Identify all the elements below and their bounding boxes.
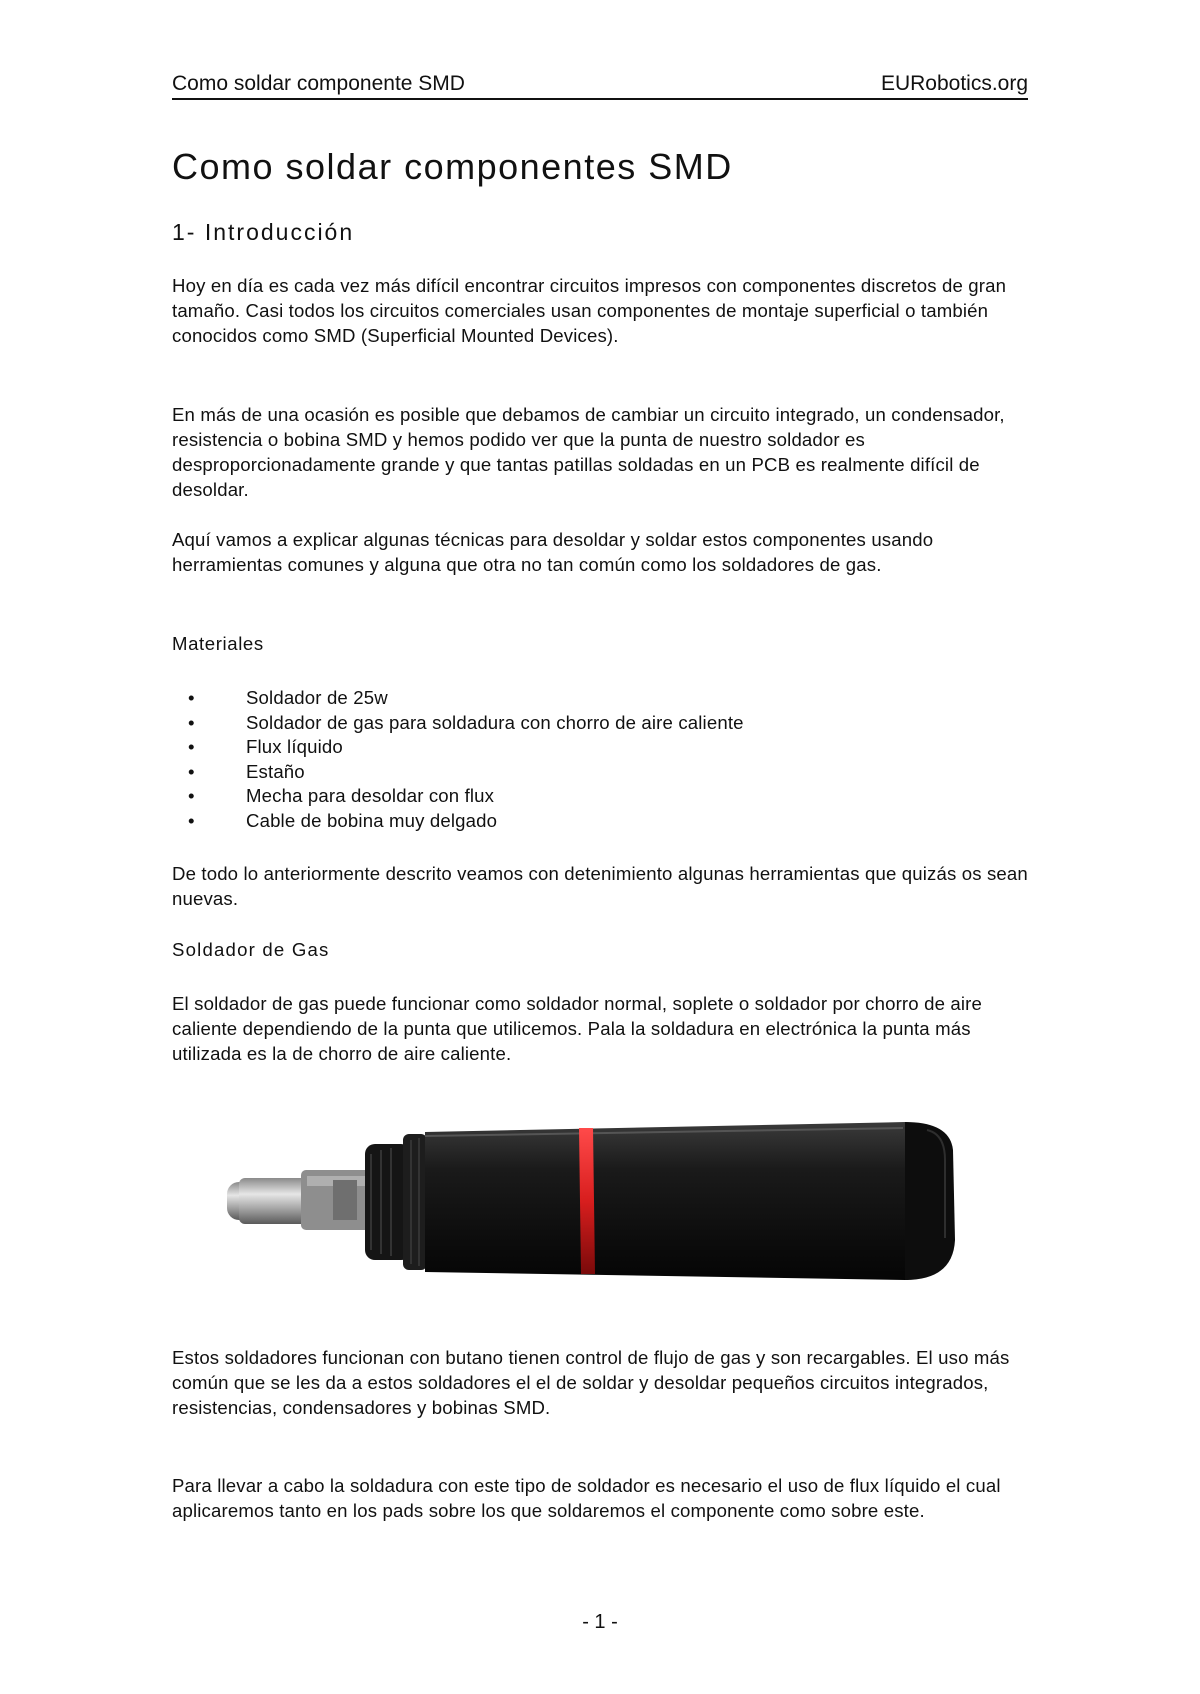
bullet-icon: • xyxy=(188,711,195,733)
list-item-text: Soldador de gas para soldadura con chorro de aire caliente xyxy=(246,711,744,733)
intro-paragraph-3: Aquí vamos a explicar algunas técnicas para desoldar y soldar estos componentes usando herramientas comunes y alguna que otra no tan común como los soldadores de gas. xyxy=(172,529,934,575)
list-item-text: Mecha para desoldar con flux xyxy=(246,785,495,806)
intro-paragraph-1: Hoy en día es cada vez más difícil encontrar circuitos impresos con componentes discretos de gran tamaño. Casi todos los circuitos comerciales usan componentes de montaje superficial o también conocidos como SMD (Superficial Mounted Devices). xyxy=(172,275,1007,346)
section-heading-introduction: 1- Introducción xyxy=(172,219,355,245)
page-number: - 1 - xyxy=(582,1611,618,1633)
intro-paragraph-2: En más de una ocasión es posible que debamos de cambiar un circuito integrado, un condensador, resistencia o bobina SMD y hemos podido ver que la punta de nuestro soldador es desproporcionadamente grande y que tantas patillas soldadas en un PCB es realmente difícil de desoldar. xyxy=(172,404,1005,500)
list-item-text: Soldador de 25w xyxy=(246,687,388,708)
gas-paragraph-1: El soldador de gas puede funcionar como soldador normal, soplete o soldador por chorro de aire caliente dependiendo de la punta que utilicemos. Pala la soldadura en electrónica la punta más utilizada es la de chorro de aire caliente. xyxy=(172,993,982,1064)
list-item xyxy=(172,809,744,834)
bullet-icon: • xyxy=(188,809,195,831)
red-band-icon xyxy=(579,1128,595,1274)
bullet-icon: • xyxy=(188,736,195,757)
bullet-icon: • xyxy=(188,785,195,806)
gas-paragraph-2: Estos soldadores funcionan con butano tienen control de flujo de gas y son recargables. El uso más común que se les da a estos soldadores el el de soldar y desoldar pequeños circuitos integrados, resistencias, condensadores y bobinas SMD. xyxy=(172,1347,1010,1418)
list-item xyxy=(172,784,744,809)
list-item xyxy=(172,760,744,785)
list-item xyxy=(172,711,744,736)
gas-soldering-heading: Soldador de Gas xyxy=(172,939,330,960)
bullet-icon: • xyxy=(188,687,195,708)
after-list-paragraph: De todo lo anteriormente descrito veamos con detenimiento algunas herramientas que quizás os sean nuevas. xyxy=(172,863,1028,909)
bullet-icon: • xyxy=(188,760,195,782)
list-item-text: Cable de bobina muy delgado xyxy=(246,809,498,831)
materials-heading: Materiales xyxy=(172,633,264,654)
document-title: Como soldar componentes SMD xyxy=(172,146,733,187)
tip-icon xyxy=(227,1170,373,1230)
list-item xyxy=(172,735,744,760)
materials-list xyxy=(172,686,744,833)
gas-paragraph-3: Para llevar a cabo la soldadura con este tipo de soldador es necesario el uso de flux líquido el cual aplicaremos tanto en los pads sobre los que soldaremos el componente como sobre este. xyxy=(172,1475,1001,1521)
list-item-text: Estaño xyxy=(246,760,305,782)
list-item-text: Flux líquido xyxy=(246,736,343,757)
header-site-name: EURobotics.org xyxy=(880,72,1028,95)
list-item xyxy=(172,686,744,711)
page-header xyxy=(172,70,1028,100)
gas-soldering-iron-photo xyxy=(215,1120,995,1290)
header-doc-title: Como soldar componente SMD xyxy=(172,72,465,95)
